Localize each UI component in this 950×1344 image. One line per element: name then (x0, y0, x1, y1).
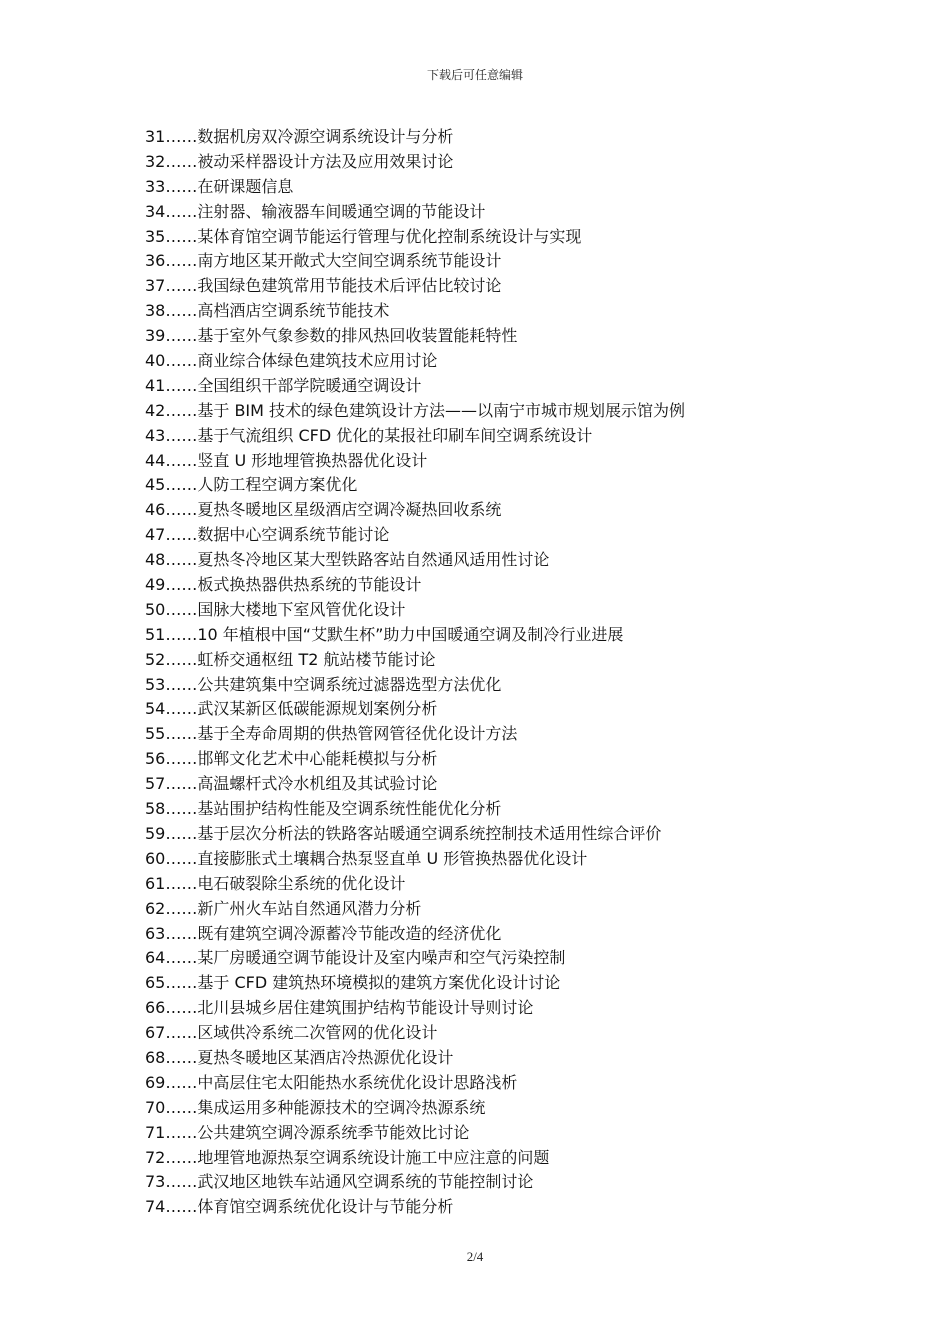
list-item: 64……某厂房暖通空调节能设计及室内噪声和空气污染控制 (145, 948, 566, 968)
list-item: 38……高档酒店空调系统节能技术 (145, 301, 390, 321)
list-item: 44……竖直 U 形地埋管换热器优化设计 (145, 450, 428, 470)
list-item: 63……既有建筑空调冷源蓄冷节能改造的经济优化 (145, 923, 502, 943)
list-item: 45……人防工程空调方案优化 (145, 475, 358, 495)
list-item: 41……全国组织干部学院暖通空调设计 (145, 375, 422, 395)
list-item: 57……高温螺杆式冷水机组及其试验讨论 (145, 774, 438, 794)
list-item: 32……被动采样器设计方法及应用效果讨论 (145, 151, 454, 171)
list-item: 60……直接膨胀式土壤耦合热泵竖直单 U 形管换热器优化设计 (145, 848, 588, 868)
list-item: 33……在研课题信息 (145, 176, 294, 196)
list-item: 40……商业综合体绿色建筑技术应用讨论 (145, 351, 438, 371)
topic-list (145, 125, 905, 1220)
list-item: 50……国脉大楼地下室风管优化设计 (145, 599, 406, 619)
list-item: 52……虹桥交通枢纽 T2 航站楼节能讨论 (145, 649, 436, 669)
list-item: 62……新广州火车站自然通风潜力分析 (145, 898, 422, 918)
list-item: 46……夏热冬暖地区星级酒店空调冷凝热回收系统 (145, 500, 502, 520)
list-item: 72……地埋管地源热泵空调系统设计施工中应注意的问题 (145, 1147, 550, 1167)
list-item: 37……我国绿色建筑常用节能技术后评估比较讨论 (145, 276, 502, 296)
list-item: 68……夏热冬暖地区某酒店冷热源优化设计 (145, 1047, 454, 1067)
list-item: 61……电石破裂除尘系统的优化设计 (145, 873, 406, 893)
list-item: 53……公共建筑集中空调系统过滤器选型方法优化 (145, 674, 502, 694)
list-item: 74……体育馆空调系统优化设计与节能分析 (145, 1197, 454, 1217)
list-item: 67……区域供冷系统二次管网的优化设计 (145, 1023, 438, 1043)
list-item: 56……邯郸文化艺术中心能耗模拟与分析 (145, 749, 438, 769)
list-item: 54……武汉某新区低碳能源规划案例分析 (145, 699, 438, 719)
list-item: 31……数据机房双冷源空调系统设计与分析 (145, 127, 454, 146)
list-item: 47……数据中心空调系统节能讨论 (145, 525, 390, 545)
list-item: 69……中高层住宅太阳能热水系统优化设计思路浅析 (145, 1072, 518, 1092)
list-item: 55……基于全寿命周期的供热管网管径优化设计方法 (145, 724, 518, 744)
list-item: 73……武汉地区地铁车站通风空调系统的节能控制讨论 (145, 1172, 534, 1192)
list-item: 51……10 年植根中国“艾默生杯”助力中国暖通空调及制冷行业进展 (145, 624, 624, 644)
page-header: 下载后可任意编辑 (426, 68, 523, 82)
list-item: 39……基于室外气象参数的排风热回收装置能耗特性 (145, 326, 518, 346)
list-item: 49……板式换热器供热系统的节能设计 (145, 575, 422, 595)
list-item: 36……南方地区某开敞式大空间空调系统节能设计 (145, 251, 502, 271)
list-item: 71……公共建筑空调冷源系统季节能效比讨论 (145, 1122, 470, 1142)
list-item: 42……基于 BIM 技术的绿色建筑设计方法——以南宁市城市规划展示馆为例 (145, 400, 686, 420)
list-item: 34……注射器、输液器车间暖通空调的节能设计 (145, 201, 486, 221)
list-item: 43……基于气流组织 CFD 优化的某报社印刷车间空调系统设计 (145, 425, 593, 445)
list-item: 58……基站围护结构性能及空调系统性能优化分析 (145, 799, 502, 819)
list-item: 65……基于 CFD 建筑热环境模拟的建筑方案优化设计讨论 (145, 973, 561, 993)
list-item: 66……北川县城乡居住建筑围护结构节能设计导则讨论 (145, 998, 534, 1018)
list-item: 70……集成运用多种能源技术的空调冷热源系统 (145, 1097, 486, 1117)
page-number: 2/4 (466, 1249, 484, 1264)
list-item: 35……某体育馆空调节能运行管理与优化控制系统设计与实现 (145, 226, 582, 246)
list-item: 48……夏热冬冷地区某大型铁路客站自然通风适用性讨论 (145, 550, 550, 570)
list-item: 59……基于层次分析法的铁路客站暖通空调系统控制技术适用性综合评价 (145, 823, 662, 843)
